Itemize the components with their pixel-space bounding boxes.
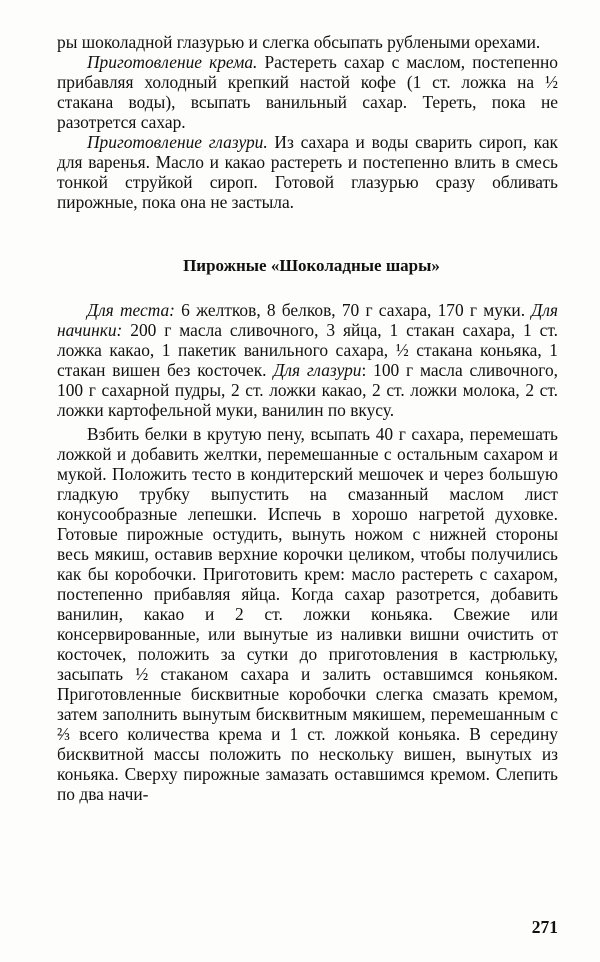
glaze-ingredients-label: Для глазури <box>273 360 362 380</box>
dough-text: 6 желтков, 8 белков, 70 г сахара, 170 г муки. <box>174 300 532 320</box>
ingredients-paragraph <box>57 300 558 420</box>
dough-label: Для теста: <box>87 300 175 320</box>
page-text <box>57 32 558 804</box>
glaze-ingredients-text: : 100 г масла сливочного, 100 г сахарной пудры, 2 ст. ложки какао, 2 ст. ложки молока, 2 ст. ложки картофельной муки, ванилин по вкусу. <box>57 360 559 420</box>
method-paragraph: Взбить белки в крутую пену, всыпать 40 г сахара, перемешать ложкой и добавить желтки, перемешанные с остальным сахаром и мукой. Положить тесто в кондитерский мешочек и через большую гладкую трубку выпустить на смазанный маслом лист конусообразные лепешки. Испечь в хорошо нагретой духовке. Готовые пирожные остудить, вынуть ножом с нижней стороны весь мякиш, оставив верхние корочки целиком, чтобы получились как бы коробочки. Приготовить крем: масло растереть с сахаром, постепенно прибавляя яйца. Когда сахар разотрется, добавить ванилин, какао и 2 ст. ложки коньяка. Свежие или консервированные, или вынутые из наливки вишни очистить от косточек, положить за сутки до приготовления в кастрюльку, засыпать ½ стаканом сахара и залить оставшимся коньяком. Приготовленные бисквитные коробочки слегка смазать кремом, затем заполнить вынутым бисквитным мякишем, перемешанным с ⅔ всего количества крема и 1 ст. ложкой коньяка. В середину бисквитной массы положить по нескольку вишен, вынутых из коньяка. Сверху пирожные замазать оставшимся кремом. Слепить по два начи- <box>57 424 558 804</box>
page-number: 271 <box>531 917 558 937</box>
filling-text: 200 г масла сливочного, 3 яйца, 1 стакан сахара, 1 ст. ложка какао, 1 пакетик ванильного сахара, ½ стакана коньяка, 1 стакан вишен без косточек. <box>57 320 558 380</box>
continued-paragraph: ры шоколадной глазурью и слегка обсыпать рублеными орехами. <box>57 32 541 52</box>
recipe-title: Пирожные «Шоколадные шары» <box>183 256 440 275</box>
cream-subheading: Приготовление крема. <box>87 52 258 72</box>
filling-label: Для начинки: <box>57 300 558 340</box>
cream-paragraph <box>57 52 558 132</box>
glaze-subheading: Приготовление глазури. <box>87 132 268 152</box>
cream-text: Растереть сахар с маслом, постепенно прибавляя холодный крепкий настой кофе (1 ст. ложка на ½ стакана воды), всыпать ванильный сахар. Тереть, пока не разотрется сахар. <box>57 52 558 132</box>
glaze-paragraph <box>57 132 558 212</box>
glaze-text: Из сахара и воды сварить сироп, как для варенья. Масло и какао растереть и постепенно влить в смесь тонкой струйкой сироп. Готовой глазурью сразу обливать пирожные, пока она не застыла. <box>57 132 558 212</box>
